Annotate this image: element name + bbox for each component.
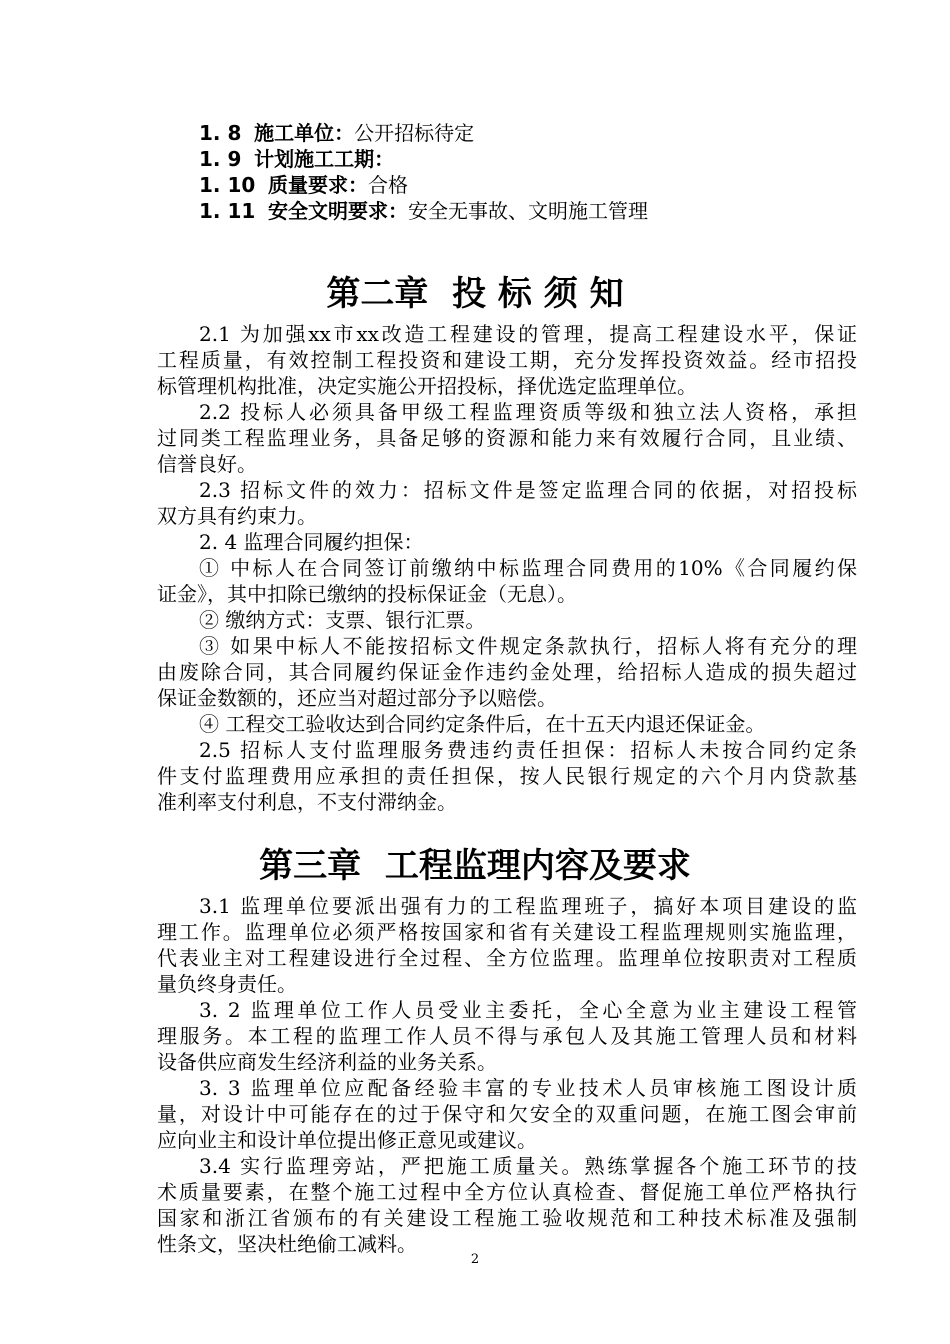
ch3-line: 3. 2 监理单位工作人员受业主委托，全心全意为业主建设工程管 <box>199 998 857 1022</box>
item-label: 安全文明要求 <box>268 199 389 223</box>
ch3-line: 理服务。本工程的监理工作人员不得与承包人及其施工管理人员和材料 <box>157 1024 857 1048</box>
item-number: 1. 9 <box>199 147 242 171</box>
chapter-2-title: 第二章 投 标 须 知 <box>326 274 624 314</box>
ch3-line: 应向业主和设计单位提出修正意见或建议。 <box>157 1128 537 1152</box>
item-1-11: 1. 11 安全文明要求：安全无事故、文明施工管理 <box>199 199 649 223</box>
item-1-8: 1. 8 施工单位：公开招标待定 <box>199 121 475 145</box>
item-number: 1. 8 <box>199 121 242 145</box>
page-number: 2 <box>470 1252 480 1267</box>
ch2-line: ① 中标人在合同签订前缴纳中标监理合同费用的10%《合同履约保 <box>199 556 857 580</box>
ch3-line: 代表业主对工程建设进行全过程、全方位监理。监理单位按职责对工程质 <box>157 946 857 970</box>
item-label: 施工单位 <box>254 121 335 145</box>
ch2-line: 标管理机构批准，决定实施公开招投标，择优选定监理单位。 <box>157 374 697 398</box>
ch3-line: 设备供应商发生经济利益的业务关系。 <box>157 1050 497 1074</box>
item-value: 安全无事故、文明施工管理 <box>408 199 649 223</box>
item-number: 1. 10 <box>199 173 256 197</box>
chapter-3-title: 第三章 工程监理内容及要求 <box>259 846 691 886</box>
ch3-line: 理工作。监理单位必须严格按国家和省有关建设工程监理规则实施监理， <box>157 920 857 944</box>
ch3-line: 3. 3 监理单位应配备经验丰富的专业技术人员审核施工图设计质 <box>199 1076 857 1100</box>
item-value: 公开招标待定 <box>354 121 475 145</box>
ch2-line: 由废除合同，其合同履约保证金作违约金处理，给招标人造成的损失超过 <box>157 660 857 684</box>
ch2-line: ④ 工程交工验收达到合同约定条件后，在十五天内退还保证金。 <box>199 712 766 736</box>
item-number: 1. 11 <box>199 199 256 223</box>
item-1-10: 1. 10 质量要求：合格 <box>199 173 409 197</box>
ch3-line: 量负终身责任。 <box>157 972 297 996</box>
ch2-line: 过同类工程监理业务，具备足够的资源和能力来有效履行合同，且业绩、 <box>157 426 857 450</box>
ch2-line: 件支付监理费用应承担的责任担保，按人民银行规定的六个月内贷款基 <box>157 764 857 788</box>
item-label: 质量要求 <box>268 173 349 197</box>
ch2-line: 2.3 招标文件的效力：招标文件是签定监理合同的依据，对招投标 <box>199 478 857 502</box>
ch3-line: 国家和浙江省颁布的有关建设工程施工验收规范和工种技术标准及强制 <box>157 1206 857 1230</box>
item-1-9: 1. 9 计划施工工期： <box>199 147 395 171</box>
ch2-line: 工程质量，有效控制工程投资和建设工期，充分发挥投资效益。经市招投 <box>157 348 857 372</box>
item-label: 计划施工工期 <box>254 147 375 171</box>
ch3-line: 3.1 监理单位要派出强有力的工程监理班子，搞好本项目建设的监 <box>199 894 857 918</box>
ch3-line: 术质量要素，在整个施工过程中全方位认真检查、督促施工单位严格执行 <box>157 1180 857 1204</box>
ch2-line: 2. 4 监理合同履约担保： <box>199 530 424 554</box>
ch2-line: 证金》，其中扣除已缴纳的投标保证金（无息）。 <box>157 582 577 606</box>
ch2-line: ② 缴纳方式：支票、银行汇票。 <box>199 608 486 632</box>
item-value: 合格 <box>368 173 409 197</box>
ch3-line: 性条文，坚决杜绝偷工减料。 <box>157 1232 417 1256</box>
ch2-line: 2.2 投标人必须具备甲级工程监理资质等级和独立法人资格，承担 <box>199 400 857 424</box>
ch3-line: 量，对设计中可能存在的过于保守和欠安全的双重问题，在施工图会审前 <box>157 1102 857 1126</box>
ch2-line: 2.1 为加强xx市xx改造工程建设的管理，提高工程建设水平，保证 <box>199 322 857 346</box>
ch3-line: 3.4 实行监理旁站，严把施工质量关。熟练掌握各个施工环节的技 <box>199 1154 857 1178</box>
ch2-line: 保证金数额的，还应当对超过部分予以赔偿。 <box>157 686 557 710</box>
ch2-line: 准利率支付利息，不支付滞纳金。 <box>157 790 457 814</box>
ch2-line: 信誉良好。 <box>157 452 257 476</box>
ch2-line: ③ 如果中标人不能按招标文件规定条款执行，招标人将有充分的理 <box>199 634 857 658</box>
ch2-line: 2.5 招标人支付监理服务费违约责任担保：招标人未按合同约定条 <box>199 738 857 762</box>
ch2-line: 双方具有约束力。 <box>157 504 317 528</box>
